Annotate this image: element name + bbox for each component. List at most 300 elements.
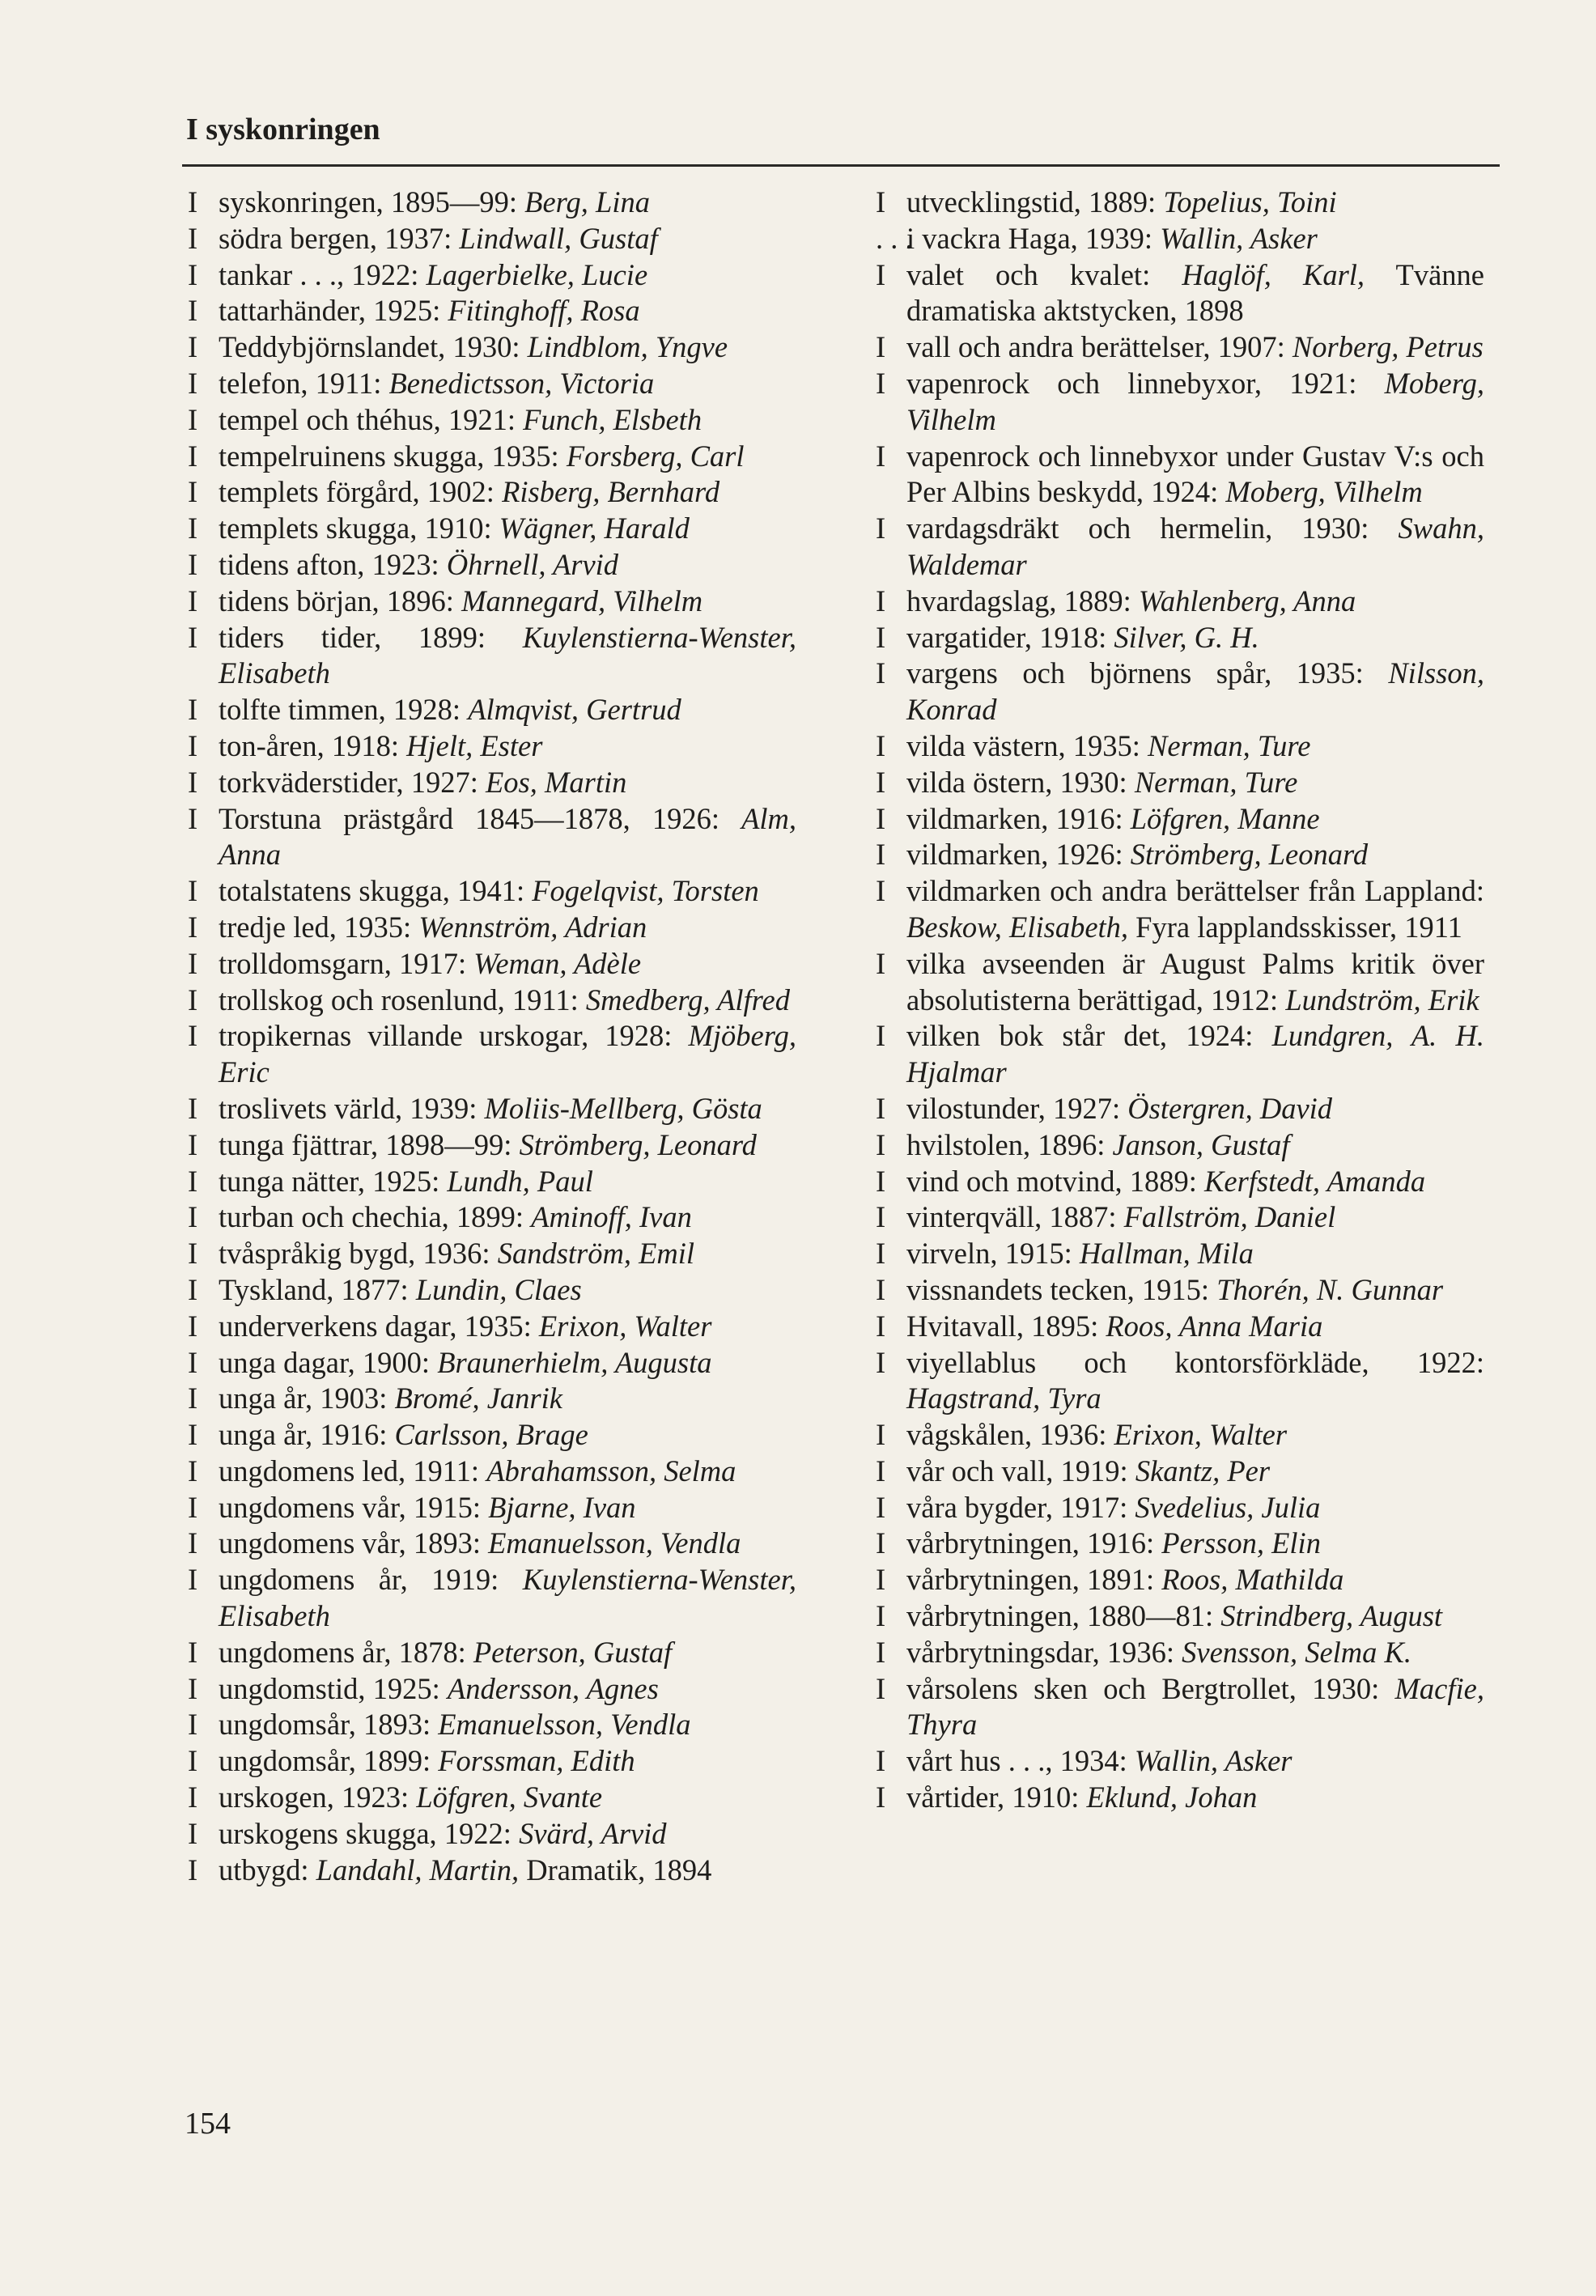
entry-author: Wahlenberg, Anna [1138, 584, 1356, 618]
entry-title: tolfte timmen, 1928: [219, 693, 469, 727]
entry-title: Tyskland, 1877: [219, 1272, 416, 1306]
entry-marker: I [876, 728, 886, 762]
entry-author: Fallström, Daniel [1123, 1200, 1336, 1234]
entry-author: Landahl, Martin, [316, 1853, 520, 1886]
right-column [876, 185, 1484, 1816]
entry-author: Eos, Martin [486, 765, 627, 799]
entry-marker: I [188, 584, 198, 618]
entry-marker: . . . [876, 221, 913, 255]
entry-author: Fogelqvist, Torsten [532, 874, 759, 908]
entry-marker: I [876, 946, 886, 980]
left-column [188, 185, 796, 1888]
entry-title: vilda östern, 1930: [906, 765, 1135, 799]
header-rule [182, 164, 1500, 167]
entry-title: unga år, 1903: [219, 1381, 395, 1415]
index-entry [188, 329, 796, 366]
entry-author: Wallin, Asker [1134, 1744, 1293, 1778]
entry-title: vissnandets tecken, 1915: [906, 1272, 1217, 1306]
entry-marker: I [188, 366, 198, 400]
index-entry [188, 402, 796, 439]
entry-title: templets förgård, 1902: [219, 475, 503, 509]
entry-author: Wennström, Adrian [418, 910, 647, 944]
index-entry [188, 1780, 796, 1816]
index-entry [188, 728, 796, 765]
entry-author: Almqvist, Gertrud [468, 693, 681, 727]
entry-author: Janson, Gustaf [1112, 1127, 1290, 1161]
entry-marker: I [188, 1671, 198, 1705]
index-entry [188, 221, 796, 257]
entry-author: Erixon, Walter [538, 1309, 712, 1343]
entry-title: vårtider, 1910: [906, 1780, 1087, 1814]
entry-marker: I [188, 765, 198, 799]
index-entry [876, 1598, 1484, 1635]
entry-title: viyellablus och kontorsförkläde, 1922: [906, 1345, 1484, 1379]
entry-author: Thorén, N. Gunnar [1216, 1272, 1444, 1306]
index-entry [188, 1417, 796, 1454]
entry-marker: I [876, 1526, 886, 1560]
index-entry [876, 1309, 1484, 1345]
entry-title: troslivets värld, 1939: [219, 1091, 485, 1125]
entry-title: vilostunder, 1927: [906, 1091, 1128, 1125]
entry-marker: I [188, 1563, 198, 1597]
entry-marker: I [876, 1091, 886, 1125]
entry-title: tunga nätter, 1925: [219, 1164, 448, 1198]
entry-author: Andersson, Agnes [447, 1671, 659, 1705]
entry-author: Forssman, Edith [438, 1744, 635, 1778]
entry-title: vårbrytningsdar, 1936: [906, 1635, 1182, 1669]
entry-author: Silver, G. H. [1114, 620, 1259, 654]
entry-marker: I [188, 910, 198, 944]
index-entry [876, 1018, 1484, 1091]
index-entry [188, 511, 796, 547]
entry-title: tvåspråkig bygd, 1936: [219, 1237, 498, 1271]
entry-marker: I [876, 330, 886, 364]
entry-title: i vackra Haga, 1939: [906, 221, 1161, 255]
index-entry [188, 1272, 796, 1309]
entry-author: Moliis-Mellberg, Gösta [484, 1091, 762, 1125]
entry-author: Strömberg, Leonard [519, 1127, 757, 1161]
entry-title: ungdomens år, 1878: [219, 1635, 473, 1669]
index-entry [188, 1236, 796, 1272]
index-entry [188, 982, 796, 1019]
entry-marker: I [188, 620, 198, 654]
entry-title: södra bergen, 1937: [219, 221, 460, 255]
entry-author: Weman, Adèle [473, 946, 642, 980]
index-entry [876, 1562, 1484, 1598]
entry-marker: I [188, 475, 198, 509]
entry-marker: I [876, 801, 886, 835]
entry-author: Löfgren, Manne [1130, 801, 1320, 835]
entry-author: Lundgren, A. H. Hjalmar [906, 1019, 1484, 1089]
entry-marker: I [876, 874, 886, 908]
entry-author: Lindblom, Yngve [527, 330, 728, 364]
index-entry [876, 1526, 1484, 1562]
entry-author: Kuylenstierna-Wenster, Elisabeth [219, 1563, 796, 1633]
entry-marker: I [876, 1127, 886, 1161]
index-entry [876, 1671, 1484, 1744]
entry-author: Smedberg, Alfred [585, 982, 790, 1016]
entry-author: Benedictsson, Victoria [388, 366, 655, 400]
entry-marker: I [876, 366, 886, 400]
index-entry [876, 620, 1484, 656]
entry-author: Östergren, David [1127, 1091, 1333, 1125]
entry-marker: I [188, 1853, 198, 1886]
entry-marker: I [188, 1091, 198, 1125]
entry-marker: I [188, 801, 198, 835]
entry-title: ungdomsår, 1893: [219, 1708, 439, 1742]
entry-author: Strömberg, Leonard [1130, 838, 1369, 872]
entry-marker: I [188, 1526, 198, 1560]
index-entry [876, 1743, 1484, 1780]
entry-marker: I [188, 1454, 198, 1488]
entry-marker: I [876, 511, 886, 545]
entry-marker: I [188, 1418, 198, 1452]
index-entry [876, 1417, 1484, 1454]
entry-author: Berg, Lina [524, 185, 650, 219]
entry-marker: I [876, 838, 886, 872]
index-entry [188, 1707, 796, 1743]
entry-title: underverkens dagar, 1935: [219, 1309, 539, 1343]
entry-title: tiders tider, 1899: [219, 620, 523, 654]
entry-author: Norberg, Petrus [1292, 330, 1484, 364]
entry-marker: I [188, 1200, 198, 1234]
page-number: 154 [185, 2107, 231, 2141]
index-entry [876, 1127, 1484, 1164]
entry-author: Topelius, Toini [1163, 185, 1337, 219]
entry-author: Nerman, Ture [1148, 728, 1311, 762]
entry-marker: I [876, 1272, 886, 1306]
entry-title: vall och andra berättelser, 1907: [906, 330, 1293, 364]
index-entry [188, 1454, 796, 1490]
index-entry [188, 1853, 796, 1889]
entry-author: Lundström, Erik [1285, 982, 1479, 1016]
entry-author: Eklund, Johan [1086, 1780, 1258, 1814]
index-entry [876, 1164, 1484, 1200]
entry-title: tropikernas villande urskogar, 1928: [219, 1019, 689, 1053]
entry-author: Wallin, Asker [1160, 221, 1318, 255]
entry-author: Kerfstedt, Amanda [1204, 1164, 1426, 1198]
entry-marker: I [188, 1780, 198, 1814]
index-entry [188, 1381, 796, 1417]
entry-author: Lindwall, Gustaf [459, 221, 658, 255]
entry-marker: I [876, 1563, 886, 1597]
entry-marker: I [876, 439, 886, 473]
entry-marker: I [188, 330, 198, 364]
entry-title: ungdomens vår, 1893: [219, 1526, 489, 1560]
entry-author: Moberg, Vilhelm [1225, 475, 1423, 509]
index-entry [188, 1671, 796, 1708]
entry-title: ton-åren, 1918: [219, 728, 407, 762]
entry-author: Persson, Elin [1161, 1526, 1321, 1560]
entry-marker: I [188, 185, 198, 219]
entry-marker: I [876, 1309, 886, 1343]
entry-title: trolldomsgarn, 1917: [219, 946, 474, 980]
index-entry [876, 801, 1484, 838]
entry-title: utvecklingstid, 1889: [906, 185, 1164, 219]
entry-title: hvilstolen, 1896: [906, 1127, 1113, 1161]
index-entry [188, 474, 796, 511]
index-entry [188, 1199, 796, 1236]
entry-author: Braunerhielm, Augusta [437, 1345, 712, 1379]
entry-marker: I [188, 728, 198, 762]
index-entry [188, 185, 796, 221]
index-entry [876, 1635, 1484, 1671]
entry-title: tempel och théhus, 1921: [219, 402, 524, 436]
index-entry [188, 1635, 796, 1671]
entry-marker: I [188, 1309, 198, 1343]
index-entry [188, 765, 796, 801]
entry-title: vilda västern, 1935: [906, 728, 1148, 762]
index-entry [188, 584, 796, 620]
entry-author: Funch, Elsbeth [523, 402, 702, 436]
entry-title: syskonringen, 1895—99: [219, 185, 525, 219]
entry-author: Svensson, Selma K. [1182, 1635, 1412, 1669]
index-entry [188, 1309, 796, 1345]
entry-title: telefon, 1911: [219, 366, 389, 400]
index-entry [876, 329, 1484, 366]
index-entry [876, 439, 1484, 511]
entry-title: vågskålen, 1936: [906, 1418, 1114, 1452]
entry-title: trollskog och rosenlund, 1911: [219, 982, 586, 1016]
entry-title: vårsolens sken och Bergtrollet, 1930: [906, 1671, 1395, 1705]
index-entry [188, 801, 796, 874]
entry-author: Abrahamsson, Selma [486, 1454, 736, 1488]
entry-title: vårbrytningen, 1891: [906, 1563, 1162, 1597]
index-entry [876, 765, 1484, 801]
entry-marker: I [876, 1599, 886, 1633]
entry-marker: I [876, 1237, 886, 1271]
entry-title: vildmarken, 1916: [906, 801, 1131, 835]
entry-marker: I [188, 1635, 198, 1669]
index-entry [876, 1236, 1484, 1272]
index-entry [188, 257, 796, 294]
index-entry [876, 257, 1484, 330]
entry-title: vapenrock och linnebyxor under Gustav V:s och Per Albins beskydd, 1924: [906, 439, 1484, 509]
entry-marker: I [876, 765, 886, 799]
entry-marker: I [188, 294, 198, 328]
entry-title: unga dagar, 1900: [219, 1345, 438, 1379]
entry-marker: I [188, 693, 198, 727]
entry-author: Erixon, Walter [1114, 1418, 1288, 1452]
entry-marker: I [876, 1019, 886, 1053]
entry-author: Skantz, Per [1135, 1454, 1271, 1488]
index-entry [188, 1018, 796, 1091]
entry-marker: I [188, 1237, 198, 1271]
entry-author: Carlsson, Brage [394, 1418, 588, 1452]
entry-marker: I [188, 1816, 198, 1850]
index-entry [876, 511, 1484, 584]
index-entry [876, 837, 1484, 873]
index-entry [188, 1562, 796, 1635]
index-entry [188, 439, 796, 475]
entry-marker: I [876, 620, 886, 654]
entry-marker: I [876, 1635, 886, 1669]
entry-author: Roos, Mathilda [1161, 1563, 1344, 1597]
index-entry [876, 221, 1484, 257]
entry-author: Lagerbielke, Lucie [426, 257, 648, 291]
entry-marker: I [188, 874, 198, 908]
entry-title: vildmarken, 1926: [906, 838, 1131, 872]
entry-author: Nerman, Ture [1134, 765, 1298, 799]
entry-author: Lundin, Claes [415, 1272, 582, 1306]
entry-marker: I [876, 1454, 886, 1488]
entry-author: Emanuelsson, Vendla [438, 1708, 691, 1742]
index-entry [188, 910, 796, 946]
entry-title: tempelruinens skugga, 1935: [219, 439, 567, 473]
entry-title: ungdomstid, 1925: [219, 1671, 448, 1705]
entry-title: vårbrytningen, 1880—81: [906, 1599, 1221, 1633]
entry-author: Strindberg, August [1220, 1599, 1443, 1633]
entry-marker: I [876, 1164, 886, 1198]
index-entry [876, 584, 1484, 620]
entry-title: tunga fjättrar, 1898—99: [219, 1127, 520, 1161]
entry-author: Beskow, Elisabeth, [906, 910, 1129, 944]
entry-title: vildmarken och andra berättelser från Lappland: [906, 874, 1484, 908]
entry-marker: I [188, 1164, 198, 1198]
index-entry [188, 1816, 796, 1853]
index-entry [876, 1345, 1484, 1418]
entry-author: Kuylenstierna-Wenster, Elisabeth [219, 620, 796, 690]
entry-title: tidens början, 1896: [219, 584, 462, 618]
entry-title: vind och motvind, 1889: [906, 1164, 1205, 1198]
entry-title: ungdomens vår, 1915: [219, 1490, 489, 1524]
entry-title: vårbrytningen, 1916: [906, 1526, 1162, 1560]
entry-author: Hjelt, Ester [406, 728, 543, 762]
index-entry [188, 1127, 796, 1164]
entry-marker: I [188, 1708, 198, 1742]
entry-author: Alm, Anna [219, 801, 796, 872]
index-entry [876, 366, 1484, 439]
entry-marker: I [188, 1345, 198, 1379]
entry-title: urskogen, 1923: [219, 1780, 417, 1814]
entry-title: tattarhänder, 1925: [219, 294, 448, 328]
entry-marker: I [188, 511, 198, 545]
index-entry [876, 728, 1484, 765]
entry-marker: I [188, 439, 198, 473]
index-entry [876, 1199, 1484, 1236]
entry-suffix: Fyra lapplandsskisser, 1911 [1128, 910, 1462, 944]
entry-marker: I [876, 656, 886, 690]
entry-title: urskogens skugga, 1922: [219, 1816, 520, 1850]
entry-marker: I [876, 1345, 886, 1379]
entry-title: ungdomens år, 1919: [219, 1563, 523, 1597]
entry-marker: I [188, 402, 198, 436]
entry-author: Aminoff, Ivan [531, 1200, 692, 1234]
index-entry [188, 366, 796, 402]
index-entry [188, 293, 796, 329]
entry-marker: I [876, 1744, 886, 1778]
entry-title: torkväderstider, 1927: [219, 765, 486, 799]
index-entry [876, 1272, 1484, 1309]
entry-title: vinterqväll, 1887: [906, 1200, 1124, 1234]
entry-author: Svärd, Arvid [519, 1816, 667, 1850]
entry-author: Lundh, Paul [447, 1164, 593, 1198]
entry-author: Moberg, Vilhelm [906, 366, 1484, 436]
entry-marker: I [876, 1418, 886, 1452]
entry-title: vardagsdräkt och hermelin, 1930: [906, 511, 1399, 545]
entry-author: Löfgren, Svante [416, 1780, 603, 1814]
entry-title: Hvitavall, 1895: [906, 1309, 1106, 1343]
entry-author: Nilsson, Konrad [906, 656, 1484, 727]
entry-marker: I [188, 1381, 198, 1415]
entry-author: Hallman, Mila [1079, 1237, 1254, 1271]
entry-marker: I [188, 547, 198, 581]
entry-author: Svedelius, Julia [1135, 1490, 1321, 1524]
entry-title: ungdomsår, 1899: [219, 1744, 439, 1778]
entry-title: unga år, 1916: [219, 1418, 395, 1452]
entry-marker: I [188, 1019, 198, 1053]
entry-title: vapenrock och linnebyxor, 1921: [906, 366, 1385, 400]
entry-title: templets skugga, 1910: [219, 511, 499, 545]
entry-author: Fitinghoff, Rosa [448, 294, 640, 328]
entry-author: Mannegard, Vilhelm [461, 584, 703, 618]
entry-title: vargatider, 1918: [906, 620, 1114, 654]
entry-marker: I [876, 1671, 886, 1705]
entry-title: tredje led, 1935: [219, 910, 419, 944]
entry-title: vilken bok står det, 1924: [906, 1019, 1272, 1053]
entry-author: Macfie, Thyra [906, 1671, 1484, 1742]
entry-suffix: Tvänne dramatiska aktstycken, 1898 [906, 257, 1484, 328]
entry-author: Bjarne, Ivan [488, 1490, 636, 1524]
index-entry [188, 1345, 796, 1381]
entry-title: ungdomens led, 1911: [219, 1454, 487, 1488]
entry-author: Haglöf, Karl, [1182, 257, 1365, 291]
index-entry [188, 692, 796, 728]
entry-author: Forsberg, Carl [566, 439, 745, 473]
entry-marker: I [188, 1490, 198, 1524]
entry-title: turban och chechia, 1899: [219, 1200, 532, 1234]
index-entry [188, 946, 796, 982]
entry-title: Teddybjörnslandet, 1930: [219, 330, 528, 364]
entry-author: Roos, Anna Maria [1106, 1309, 1323, 1343]
entry-author: Öhrnell, Arvid [446, 547, 619, 581]
index-entry [188, 873, 796, 910]
index-entry [876, 185, 1484, 221]
index-entry [188, 620, 796, 693]
entry-title: totalstatens skugga, 1941: [219, 874, 533, 908]
entry-author: Hagstrand, Tyra [906, 1381, 1101, 1415]
index-entry [876, 946, 1484, 1019]
index-entry [876, 1091, 1484, 1127]
entry-title: tidens afton, 1923: [219, 547, 447, 581]
index-entry [876, 873, 1484, 946]
entry-title: våra bygder, 1917: [906, 1490, 1135, 1524]
page-header-title: I syskonringen [186, 112, 380, 146]
entry-title: vårt hus . . ., 1934: [906, 1744, 1135, 1778]
entry-author: Peterson, Gustaf [473, 1635, 673, 1669]
entry-marker: I [876, 257, 886, 291]
entry-author: Bromé, Janrik [394, 1381, 562, 1415]
entry-title: vilka avseenden är August Palms kritik över absolutisterna berättigad, 1912: [906, 946, 1484, 1016]
entry-marker: I [188, 1127, 198, 1161]
entry-author: Mjöberg, Eric [219, 1019, 796, 1089]
entry-marker: I [188, 982, 198, 1016]
index-entry [876, 656, 1484, 728]
index-entry [188, 547, 796, 584]
entry-title: valet och kvalet: [906, 257, 1182, 291]
entry-author: Emanuelsson, Vendla [488, 1526, 741, 1560]
entry-title: utbygd: [219, 1853, 316, 1886]
entry-title: hvardagslag, 1889: [906, 584, 1139, 618]
entry-marker: I [188, 1272, 198, 1306]
index-entry [188, 1164, 796, 1200]
entry-title: vår och vall, 1919: [906, 1454, 1135, 1488]
entry-author: Wägner, Harald [499, 511, 690, 545]
entry-marker: I [876, 1780, 886, 1814]
index-entry [876, 1780, 1484, 1816]
entry-marker: I [188, 257, 198, 291]
index-entry [876, 1490, 1484, 1526]
